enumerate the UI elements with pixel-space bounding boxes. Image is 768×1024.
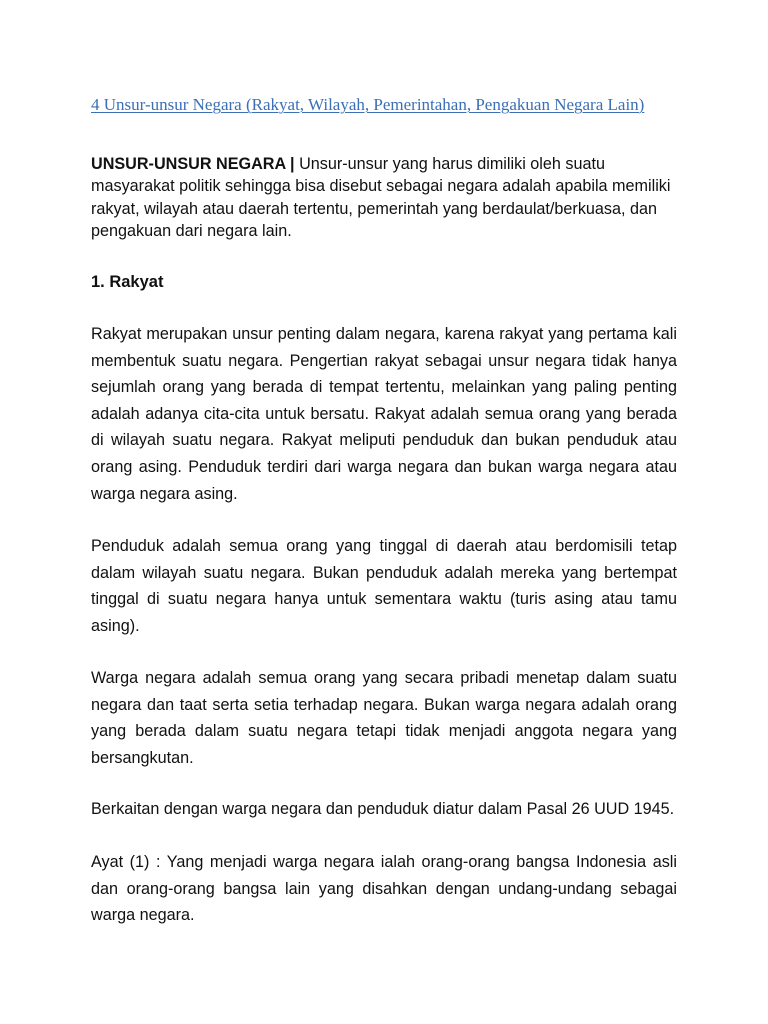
article-title-link[interactable]: 4 Unsur-unsur Negara (Rakyat, Wilayah, Pemerintahan, Pengakuan Negara Lain) — [91, 95, 645, 114]
paragraph-pasal-26: Berkaitan dengan warga negara dan penduduk diatur dalam Pasal 26 UUD 1945. — [91, 800, 675, 818]
paragraph-ayat-1: Ayat (1) : Yang menjadi warga negara ialah orang-orang bangsa Indonesia asli dan orang-orang bangsa lain yang disahkan dengan undang-undang sebagai warga negara. — [91, 853, 677, 925]
section-heading-rakyat: 1. Rakyat — [91, 273, 164, 291]
paragraph-rakyat-definition: Rakyat merupakan unsur penting dalam negara, karena rakyat yang pertama kali membentuk suatu negara. Pengertian rakyat sebagai unsur negara tidak hanya sejumlah orang yang berada di tempat tertentu, melainkan yang paling penting adalah adanya cita-cita untuk bersatu. Rakyat adalah semua orang yang berada di wilayah suatu negara. Rakyat meliputi penduduk dan bukan penduduk atau orang asing. Penduduk terdiri dari warga negara dan bukan warga negara atau warga negara asing. — [91, 325, 677, 503]
intro-text: Unsur-unsur yang harus dimiliki oleh suatu masyarakat politik sehingga bisa disebut sebagai negara adalah apabila memiliki rakyat, wilayah atau daerah tertentu, pemerintah yang berdaulat/berkuasa, dan pengakuan dari negara lain. — [91, 155, 671, 240]
paragraph-warga-negara: Warga negara adalah semua orang yang secara pribadi menetap dalam suatu negara dan taat serta setia terhadap negara. Bukan warga negara adalah orang yang berada dalam suatu negara tetapi tidak menjadi anggota negara yang bersangkutan. — [91, 669, 677, 767]
intro-paragraph — [91, 153, 677, 242]
paragraph-penduduk: Penduduk adalah semua orang yang tinggal di daerah atau berdomisili tetap dalam wilayah suatu negara. Bukan penduduk adalah mereka yang bertempat tinggal di suatu negara hanya untuk sementara waktu (turis asing atau tamu asing). — [91, 537, 677, 635]
intro-lead: UNSUR-UNSUR NEGARA | — [91, 155, 295, 173]
